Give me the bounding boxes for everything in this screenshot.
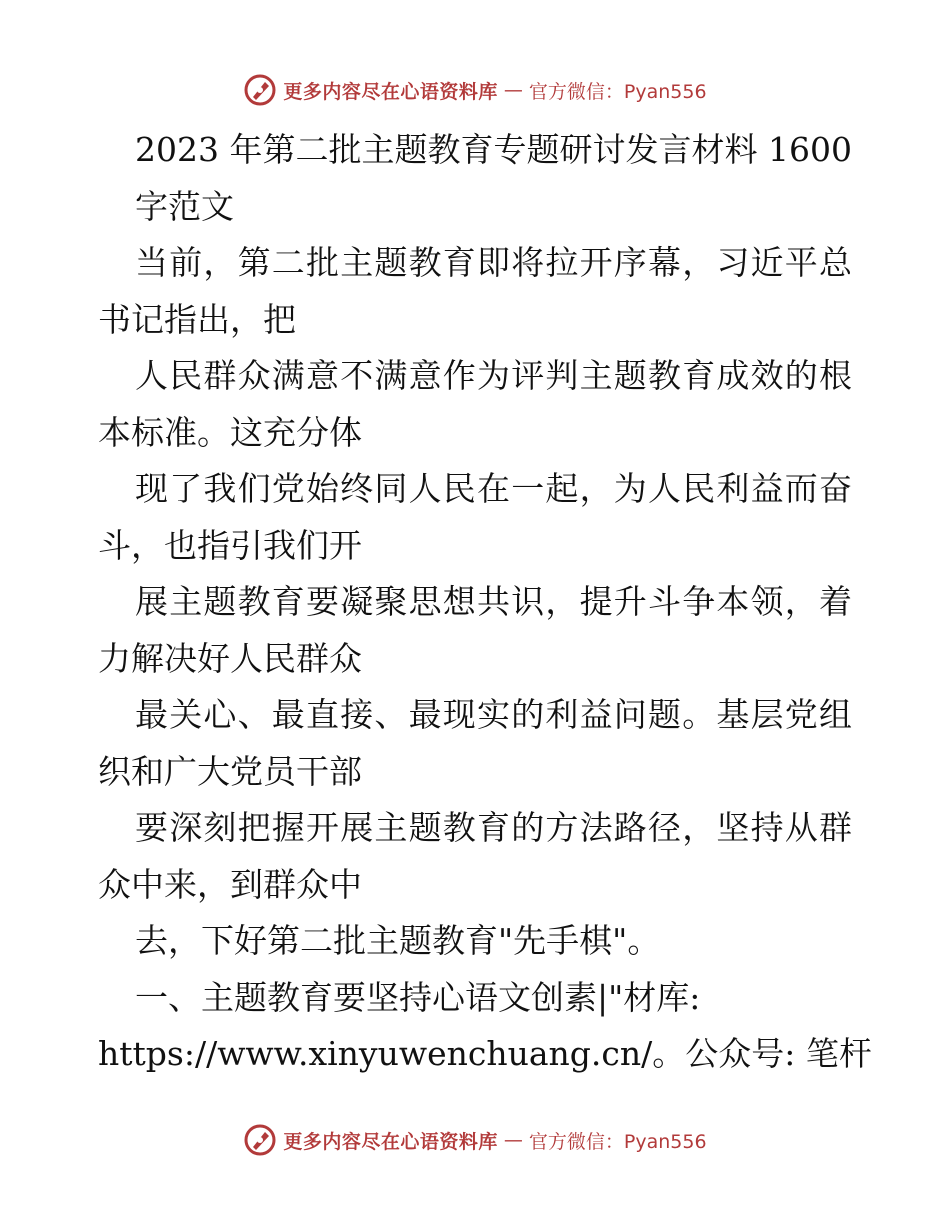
footer-separator: —: [503, 1129, 523, 1151]
text-line: 去，下好第二批主题教育"先手棋"。: [135, 921, 661, 960]
header-site-name: 更多内容尽在心语资料库: [283, 80, 498, 103]
text-line: https://www.xinyuwenchuang.cn/。公众号: 笔杆: [98, 1034, 872, 1073]
text-line: 要深刻把握开展主题教育的方法路径，坚持从群: [135, 808, 852, 847]
text-line: 书记指出，把: [98, 299, 296, 339]
text-line: 当前，第二批主题教育即将拉开序幕，习近平总: [135, 243, 852, 282]
footer-wechat: 官方微信：Pyan556: [528, 1130, 707, 1153]
text-line: 织和广大党员干部: [98, 751, 362, 791]
footer-banner: [0, 1120, 950, 1160]
document-body: [98, 122, 872, 1083]
text-line: 2023 年第二批主题教育专题研讨发言材料 1600: [135, 130, 852, 169]
text-line: 字范文: [135, 186, 234, 226]
header-wechat: 官方微信：Pyan556: [528, 80, 707, 103]
text-line: 现了我们党始终同人民在一起，为人民利益而奋: [135, 469, 852, 508]
pen-nib-logo-icon: [243, 73, 277, 107]
text-line: 众中来，到群众中: [98, 864, 362, 904]
header-separator: —: [503, 79, 523, 101]
footer-site-name: 更多内容尽在心语资料库: [283, 1130, 498, 1153]
pen-nib-logo-icon: [243, 1123, 277, 1157]
text-line: 人民群众满意不满意作为评判主题教育成效的根: [135, 356, 852, 395]
text-line: 力解决好人民群众: [98, 638, 362, 678]
header-banner: [0, 70, 950, 110]
text-line: 最关心、最直接、最现实的利益问题。基层党组: [135, 695, 852, 734]
text-line: 本标准。这充分体: [98, 412, 362, 452]
text-line: 斗，也指引我们开: [98, 525, 362, 565]
text-line: 展主题教育要凝聚思想共识，提升斗争本领，着: [135, 582, 852, 621]
text-line: 一、主题教育要坚持心语文创素|"材库:: [135, 977, 701, 1017]
